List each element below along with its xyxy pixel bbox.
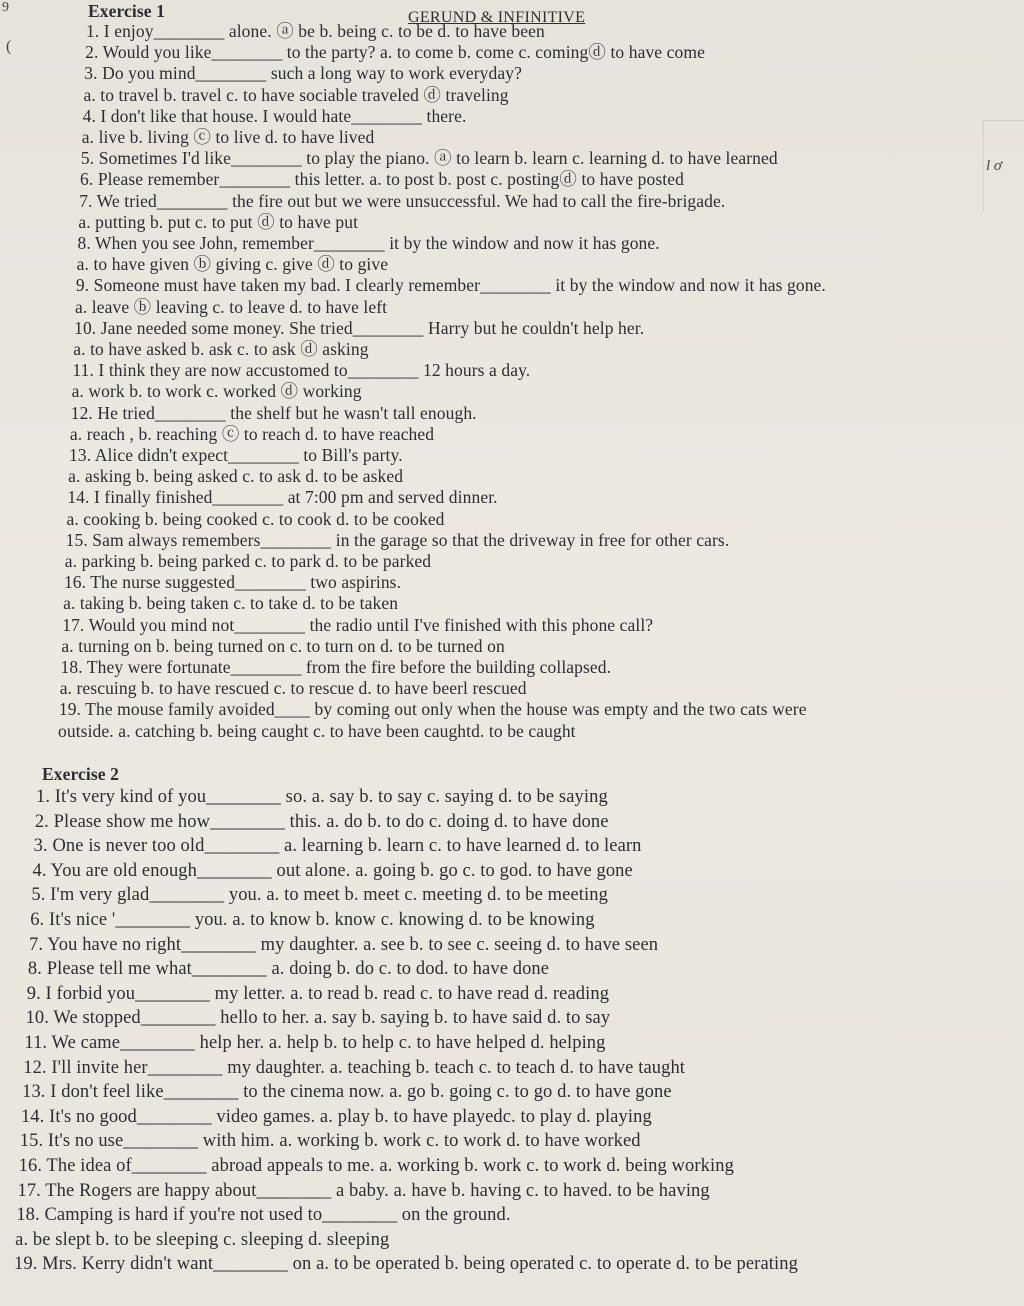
- exercise1-line: a. cooking b. being cooked c. to cook d. to be cooked: [66, 508, 445, 529]
- exercise1-line: a. rescuing b. to have rescued c. to rescue d. to have beerl rescued: [59, 678, 527, 699]
- margin-handwriting: Ɩ ơ: [986, 158, 1002, 174]
- exercise2-line: 17. The Rogers are happy about________ a baby. a. have b. having c. to haved. to be having: [17, 1180, 710, 1201]
- exercise1-line: 19. The mouse family avoided____ by coming out only when the house was empty and the two cats were: [58, 699, 807, 720]
- exercise1-line: 17. Would you mind not________ the radio until I've finished with this phone call?: [62, 614, 654, 635]
- exercise1-line: 18. They were fortunate________ from the fire before the building collapsed.: [60, 657, 612, 677]
- exercise2-line: 13. I don't feel like________ to the cinema now. a. go b. going c. to go d. to have gone: [22, 1082, 672, 1103]
- exercise2-line: 5. I'm very glad________ you. a. to meet b. meet c. meeting d. to be meeting: [31, 885, 608, 906]
- exercise1-line: 3. Do you mind________ such a long way to work everyday?: [84, 63, 522, 84]
- exercise1-line: a. parking b. being parked c. to park d. to be parked: [64, 551, 432, 571]
- exercise2-line: a. be slept b. to be sleeping c. sleeping d. sleeping: [15, 1229, 390, 1250]
- exercise1-line: 11. I think they are now accustomed to________ 12 hours a day.: [72, 360, 531, 381]
- exercise2-line: 11. We came________ help her. a. help b. to help c. to have helped d. helping: [24, 1033, 606, 1053]
- exercise1-line: 4. I don't like that house. I would hate________ there.: [82, 105, 467, 126]
- exercise1-line: a. to have asked b. ask c. to ask ⓓ asking: [73, 339, 369, 359]
- exercise1-line: 2. Would you like________ to the party? a. to come b. come c. comingⓓ to have come: [85, 42, 705, 63]
- exercise2-line: 7. You have no right________ my daughter. a. see b. to see c. seeing d. to have seen: [29, 934, 659, 955]
- exercise2-line: 12. I'll invite her________ my daughter. a. teaching b. teach c. to teach d. to have taught: [23, 1057, 686, 1078]
- exercise1-line: a. putting b. put c. to put ⓓ to have put: [78, 211, 359, 232]
- exercise2-line: 2. Please show me how________ this. a. do b. to do c. doing d. to have done: [34, 811, 609, 832]
- exercise2-line: 6. It's nice '________ you. a. to know b. know c. knowing d. to be knowing: [30, 910, 595, 930]
- exercise1-line: a. asking b. being asked c. to ask d. to be asked: [68, 466, 404, 487]
- exercise1-line: 8. When you see John, remember________ it by the window and now it has gone.: [77, 233, 660, 253]
- worksheet-header: GERUND & INFINITIVE: [408, 9, 586, 26]
- exercise1-line: a. leave ⓑ leaving c. to leave d. to have left: [74, 296, 388, 317]
- exercise1-line: 14. I finally finished________ at 7:00 pm and served dinner.: [67, 487, 498, 508]
- exercise2-title: Exercise 2: [42, 764, 119, 784]
- exercise1-line: 12. He tried________ the shelf but he wasn't tall enough.: [70, 402, 477, 423]
- exercise1-line: a. work b. to work c. worked ⓓ working: [71, 381, 362, 402]
- exercise1-line: a. to have given ⓑ giving c. give ⓓ to give: [76, 254, 389, 275]
- exercise2-line: 19. Mrs. Kerry didn't want________ on a. to be operated b. being operated c. to operate d. to be perating: [14, 1254, 798, 1275]
- exercise2-line: 8. Please tell me what________ a. doing b. do c. to dod. to have done: [27, 959, 550, 980]
- exercise1-line: 10. Jane needed some money. She tried________ Harry but he couldn't help her.: [74, 317, 645, 338]
- exercise1-line: 13. Alice didn't expect________ to Bill's party.: [69, 445, 403, 465]
- exercise1-line: 7. We tried________ the fire out but we were unsuccessful. We had to call the fire-brigade.: [79, 190, 726, 211]
- exercise1-line: 9. Someone must have taken my bad. I clearly remember________ it by the window and now it has gone.: [75, 275, 826, 296]
- exercise2-line: 1. It's very kind of you________ so. a. say b. to say c. saying d. to be saying: [36, 787, 608, 807]
- exercise2-line: 14. It's no good________ video games. a. play b. to have playedc. to play d. playing: [20, 1106, 652, 1127]
- exercise2-line: 4. You are old enough________ out alone. a. going b. go c. to god. to have gone: [32, 860, 633, 881]
- exercise1-line: a. to travel b. travel c. to have sociable traveled ⓓ traveling: [83, 84, 509, 105]
- exercise1-line: a. turning on b. being turned on c. to turn on d. to be turned on: [61, 635, 505, 656]
- exercise2-line: 15. It's no use________ with him. a. working b. work c. to work d. to have worked: [19, 1131, 641, 1152]
- exercise1-line: a. live b. living ⓒ to live d. to have lived: [81, 127, 375, 147]
- exercise1-line: 1. I enjoy________ alone. ⓐ be b. being c. to be d. to have been: [86, 21, 545, 41]
- margin-rule: [983, 120, 1024, 211]
- exercise2-line: 3. One is never too old________ a. learning b. learn c. to have learned d. to learn: [33, 836, 642, 857]
- exercise1-line: 6. Please remember________ this letter. a. to post b. post c. postingⓓ to have posted: [80, 169, 684, 190]
- page-margin-paren: (: [6, 38, 12, 55]
- exercise1-line: a. taking b. being taken c. to take d. to be taken: [63, 593, 399, 614]
- exercise2-line: 9. I forbid you________ my letter. a. to read b. read c. to have read d. reading: [26, 983, 610, 1004]
- page-margin-number: 9: [2, 0, 9, 15]
- exercise2-line: 18. Camping is hard if you're not used to________ on the ground.: [16, 1205, 511, 1226]
- exercise1-line: 15. Sam always remembers________ in the garage so that the driveway in free for other cars.: [65, 529, 730, 550]
- exercise2-line: 10. We stopped________ hello to her. a. say b. saying b. to have said d. to say: [25, 1008, 611, 1029]
- exercise1-line: 5. Sometimes I'd like________ to play the piano. ⓐ to learn b. learn c. learning d. to have learned: [80, 148, 778, 169]
- exercise1-title: Exercise 1: [88, 1, 165, 21]
- exercise1-line: a. reach , b. reaching ⓒ to reach d. to have reached: [69, 423, 435, 444]
- exercise1-line: outside. a. catching b. being caught c. to have been caughtd. to be caught: [58, 720, 576, 741]
- exercise2-line: 16. The idea of________ abroad appeals to me. a. working b. work c. to work d. being working: [18, 1156, 734, 1176]
- exercise1-line: 16. The nurse suggested________ two aspirins.: [63, 572, 402, 593]
